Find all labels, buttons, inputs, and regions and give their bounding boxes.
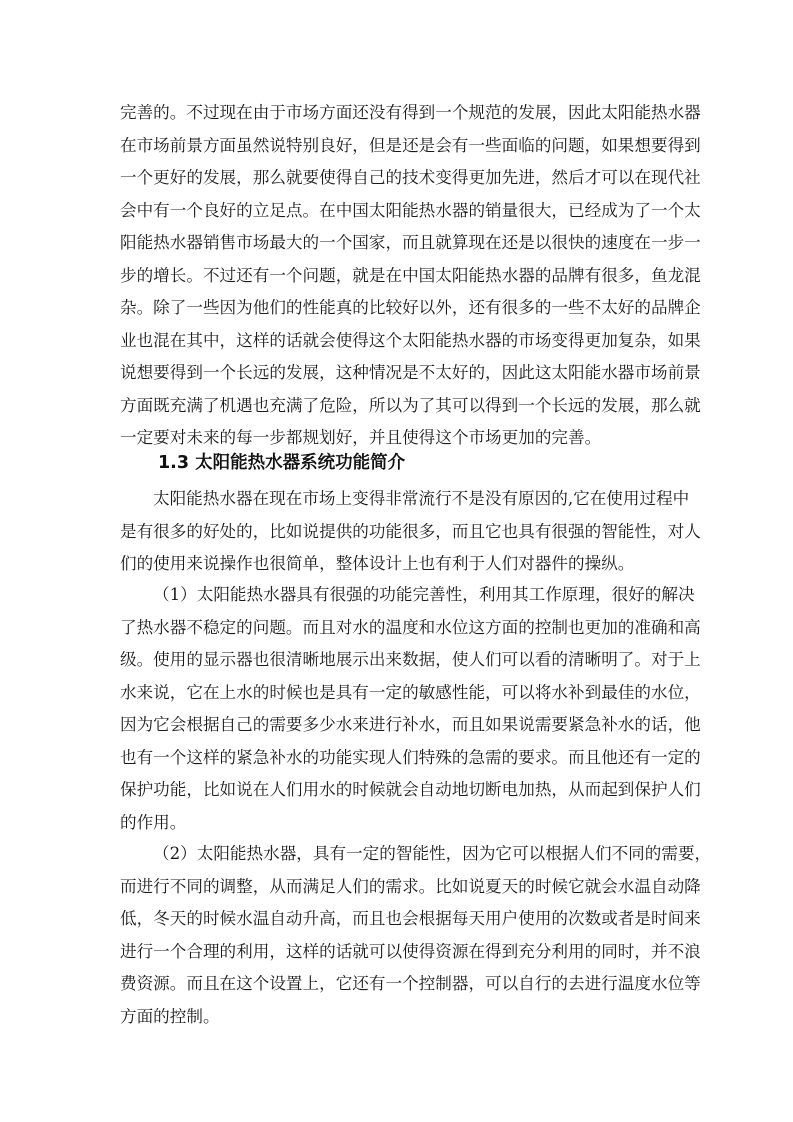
text-line: 一定要对未来的每一步都规划好，并且使得这个市场更加的完善。 (120, 428, 602, 447)
text-line: 进行一个合理的利用，这样的话就可以使得资源在得到充分利用的同时，并不浪 (120, 941, 701, 961)
section-heading: 1.3 太阳能热水器系统功能简介 (158, 453, 406, 473)
text-line: 方面的控制。 (120, 1006, 220, 1026)
text-line: 完善的。不过现在由于市场方面还没有得到一个规范的发展，因此太阳能热水器 (120, 103, 701, 122)
text-line: 级。使用的显示器也很清晰地展示出来数据，使人们可以看的清晰明了。对于上 (120, 650, 701, 669)
paragraph-point-1 (120, 579, 701, 839)
paragraph-market-outlook (120, 97, 701, 455)
text-line: 一个更好的发展，那么就要使得自己的技术变得更加先进，然后才可以在现代社 (120, 168, 701, 187)
paragraph-intro (120, 483, 701, 581)
text-line: 们的使用来说操作也很简单，整体设计上也有利于人们对器件的操纵。 (120, 554, 635, 573)
text-line: 而进行不同的调整，从而满足人们的需求。比如说夏天的时候它就会水温自动降 (120, 876, 701, 896)
text-line: 低，冬天的时候水温自动升高，而且也会根据每天用户使用的次数或者是时间来 (120, 909, 701, 928)
text-line: 在市场前景方面虽然说特别良好，但是还是会有一些面临的问题，如果想要得到 (120, 135, 701, 155)
text-line: 的作用。 (120, 812, 187, 832)
text-line: 也有一个这样的紧急补水的功能实现人们特殊的急需的要求。而且他还有一定的 (120, 747, 701, 767)
text-line: 方面既充满了机遇也充满了危险，所以为了其可以得到一个长远的发展，那么就 (120, 395, 701, 415)
text-line: 太阳能热水器在现在市场上变得非常流行不是没有原因的,它在使用过程中 (153, 489, 690, 508)
text-line: 是有很多的好处的，比如说提供的功能很多，而且它也具有很强的智能性，对人 (120, 521, 701, 541)
text-line: 因为它会根据自己的需要多少水来进行补水，而且如果说需要紧急补水的话，他 (120, 715, 701, 734)
text-line: 业也混在其中，这样的话就会使得这个太阳能热水器的市场变得更加复杂，如果 (120, 330, 701, 350)
text-line: 杂。除了一些因为他们的性能真的比较好以外，还有很多的一些不太好的品牌企 (120, 298, 701, 317)
text-line: 水来说，它在上水的时候也是具有一定的敏感性能，可以将水补到最佳的水位， (120, 682, 701, 702)
text-line: 说想要得到一个长远的发展，这种情况是不太好的，因此这太阳能水器市场前景 (120, 363, 701, 382)
paragraph-point-2 (120, 838, 712, 1033)
text-line: 步的增长。不过还有一个问题，就是在中国太阳能热水器的品牌有很多，鱼龙混 (120, 265, 701, 285)
text-line: 了热水器不稳定的问题。而且对水的温度和水位这方面的控制也更加的准确和高 (120, 617, 701, 637)
text-line: （1）太阳能热水器具有很强的功能完善性，利用其工作原理，很好的解决 (153, 585, 695, 604)
text-line: 会中有一个良好的立足点。在中国太阳能热水器的销量很大，已经成为了一个太 (120, 200, 701, 220)
text-line: 保护功能，比如说在人们用水的时候就会自动地切断电加热，从而起到保护人们 (120, 780, 701, 799)
text-line: （2）太阳能热水器，具有一定的智能性，因为它可以根据人们不同的需要， (153, 844, 712, 863)
text-line: 费资源。而且在这个设置上，它还有一个控制器，可以自行的去进行温度水位等 (120, 974, 701, 993)
text-line: 阳能热水器销售市场最大的一个国家，而且就算现在还是以很快的速度在一步一 (120, 233, 701, 252)
